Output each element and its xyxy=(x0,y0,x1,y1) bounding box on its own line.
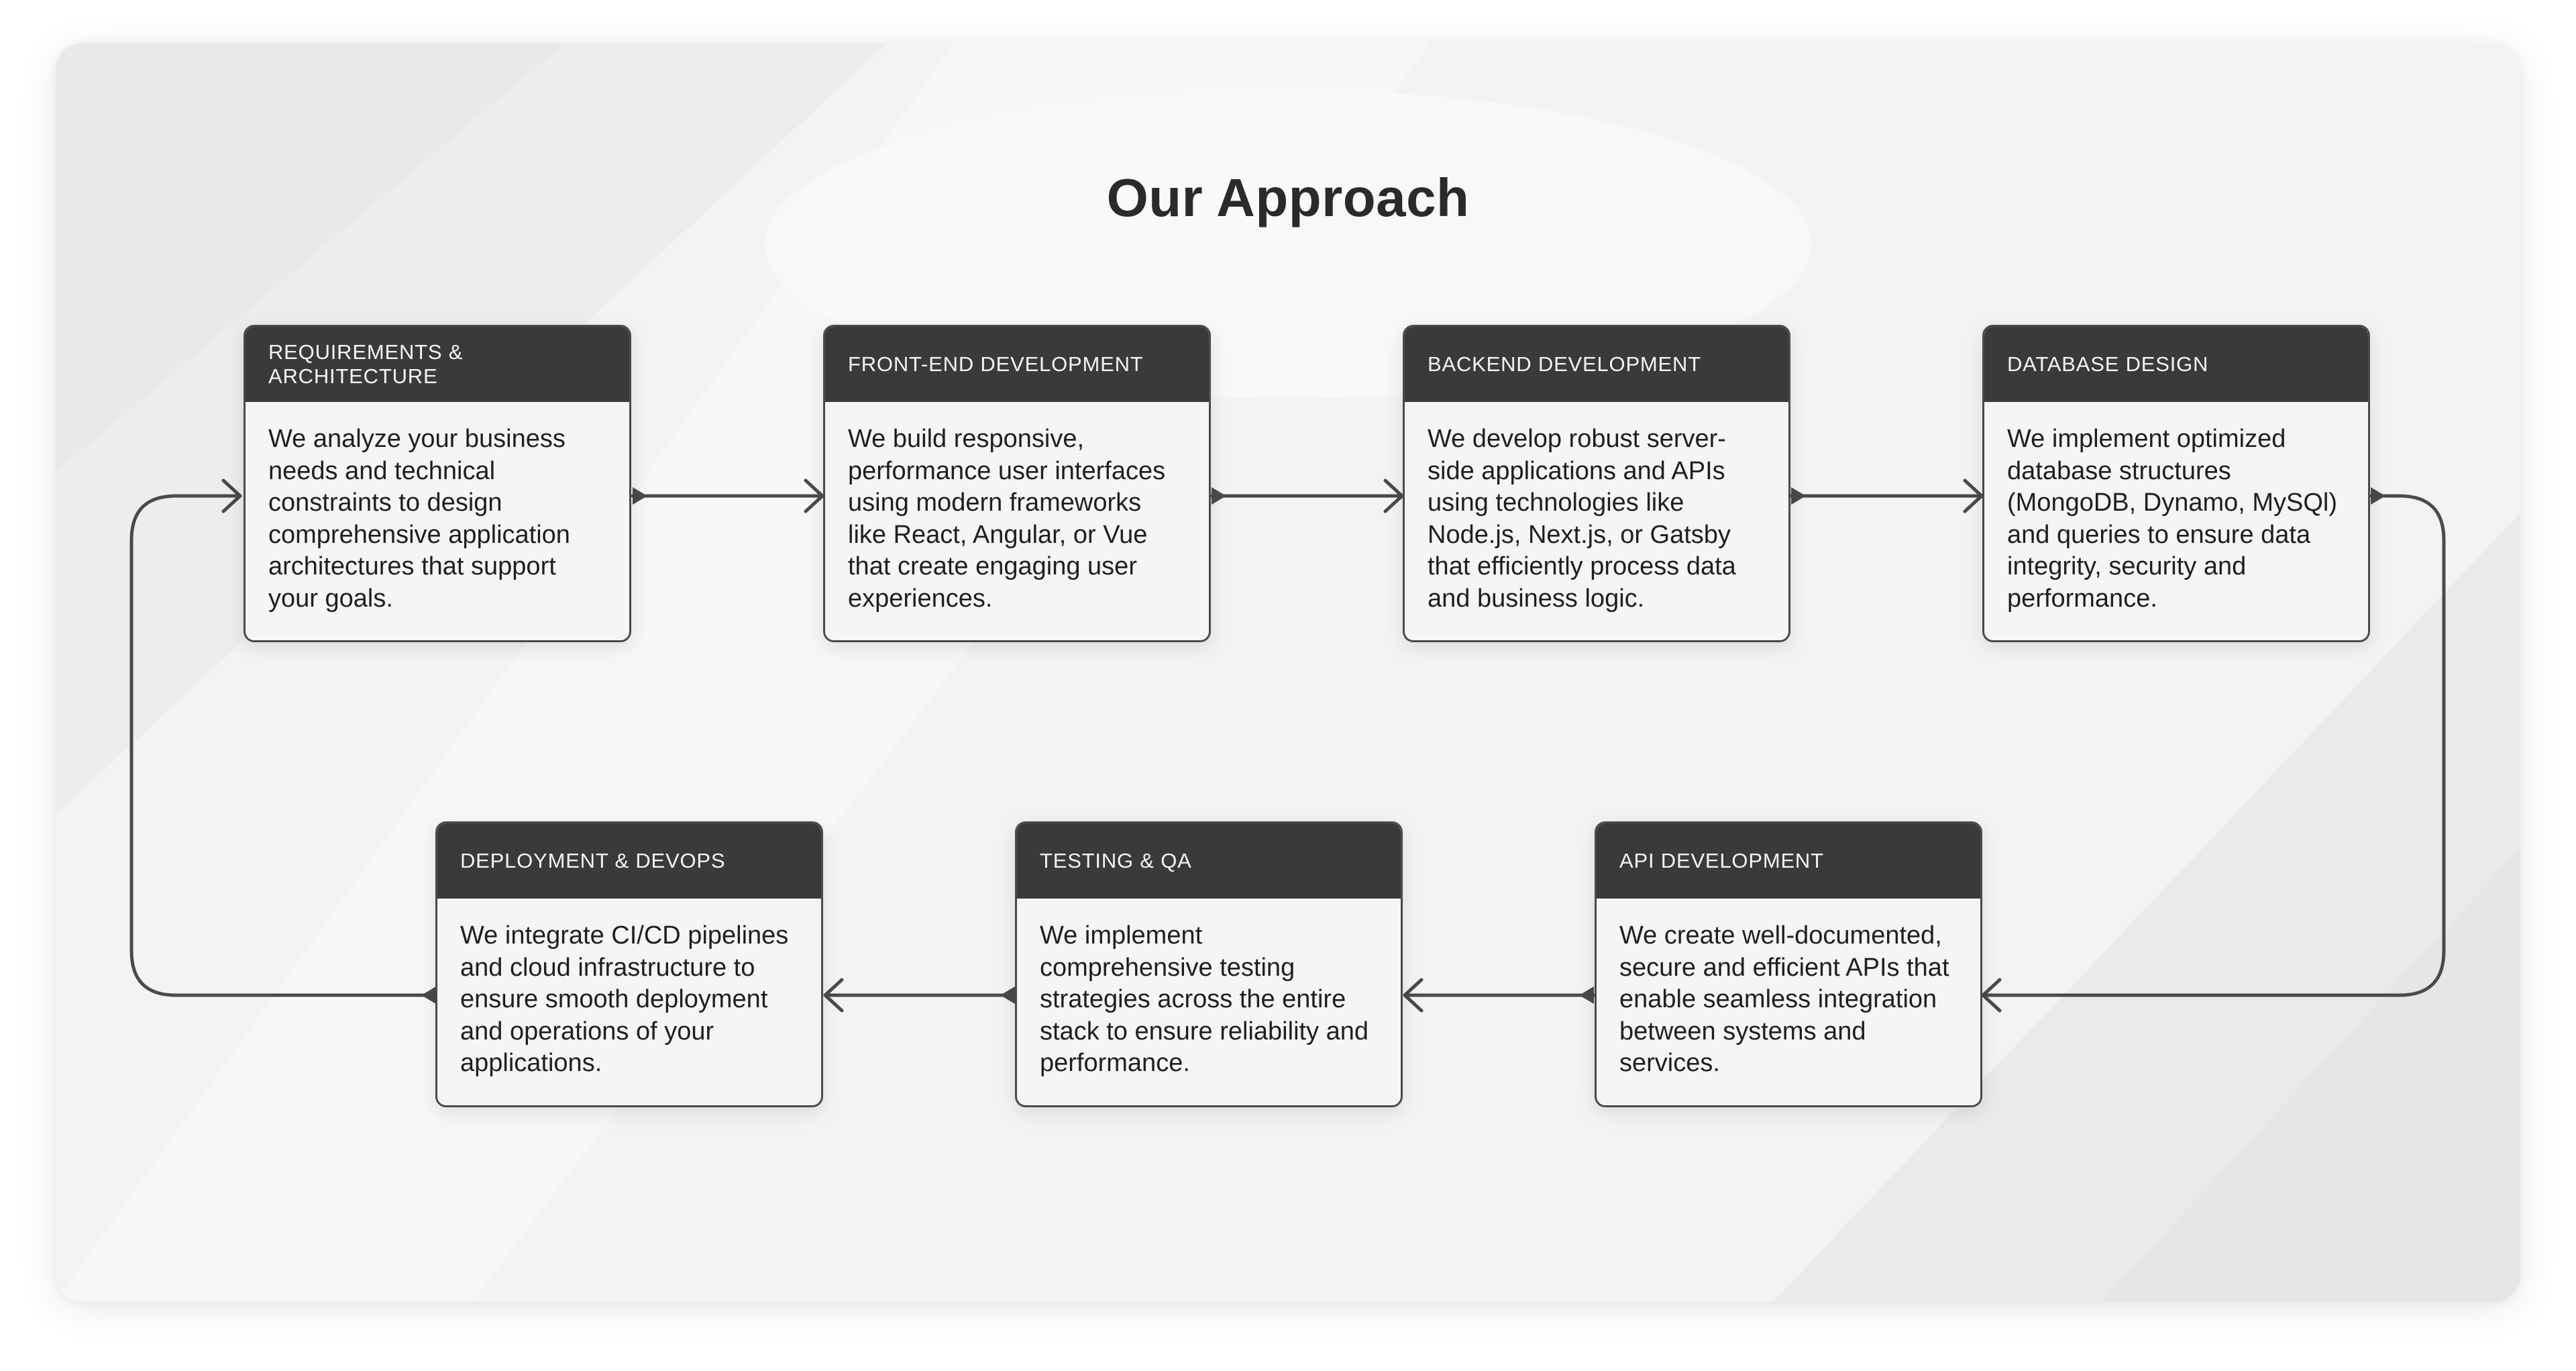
step-description: We develop robust server-side applications and APIs using technologies like Node.js, Next.js, or Gatsby that efficiently process data and business logic. xyxy=(1428,425,1736,613)
port-6 xyxy=(1000,986,1015,1004)
step-description: We integrate CI/CD pipelines and cloud infrastructure to ensure smooth deployment and operations of your applications. xyxy=(460,921,789,1077)
step-title: REQUIREMENTS & ARCHITECTURE xyxy=(246,327,629,402)
step-title: DEPLOYMENT & DEVOPS xyxy=(437,823,821,899)
port-3 xyxy=(1791,487,1806,505)
step-description: We analyze your business needs and technical constraints to design comprehensive application architectures that support your goals. xyxy=(268,425,570,613)
step-card-backend-development xyxy=(1403,325,1790,642)
step-card-database-design xyxy=(1982,325,2370,642)
step-card-requirements-architecture xyxy=(244,325,631,642)
step-title: TESTING & QA xyxy=(1017,823,1401,899)
port-4 xyxy=(2371,487,2385,505)
step-title: BACKEND DEVELOPMENT xyxy=(1405,327,1788,402)
step-description: We implement comprehensive testing strategies across the entire stack to ensure reliability and performance. xyxy=(1040,921,1369,1077)
step-card-front-end-development xyxy=(823,325,1211,642)
step-description: We implement optimized database structures (MongoDB, Dynamo, MySQl) and queries to ensure data integrity, security and performance. xyxy=(2007,425,2338,613)
port-1 xyxy=(633,487,647,505)
step-card-api-development xyxy=(1595,821,1982,1107)
port-5 xyxy=(1579,986,1594,1004)
step-description: We create well-documented, secure and efficient APIs that enable seamless integration between systems and services. xyxy=(1619,921,1949,1077)
port-7 xyxy=(421,986,436,1004)
page-title: Our Approach xyxy=(1106,168,1470,227)
step-card-testing-qa xyxy=(1015,821,1403,1107)
step-title: FRONT-END DEVELOPMENT xyxy=(825,327,1209,402)
step-title: API DEVELOPMENT xyxy=(1597,823,1980,899)
step-description: We build responsive, performance user interfaces using modern frameworks like React, Angular, or Vue that create engaging user experiences. xyxy=(848,425,1166,613)
step-title: DATABASE DESIGN xyxy=(1984,327,2368,402)
port-2 xyxy=(1212,487,1226,505)
flow-connectors xyxy=(56,43,2520,1302)
diagram-canvas xyxy=(56,43,2520,1302)
step-card-deployment-devops xyxy=(435,821,823,1107)
